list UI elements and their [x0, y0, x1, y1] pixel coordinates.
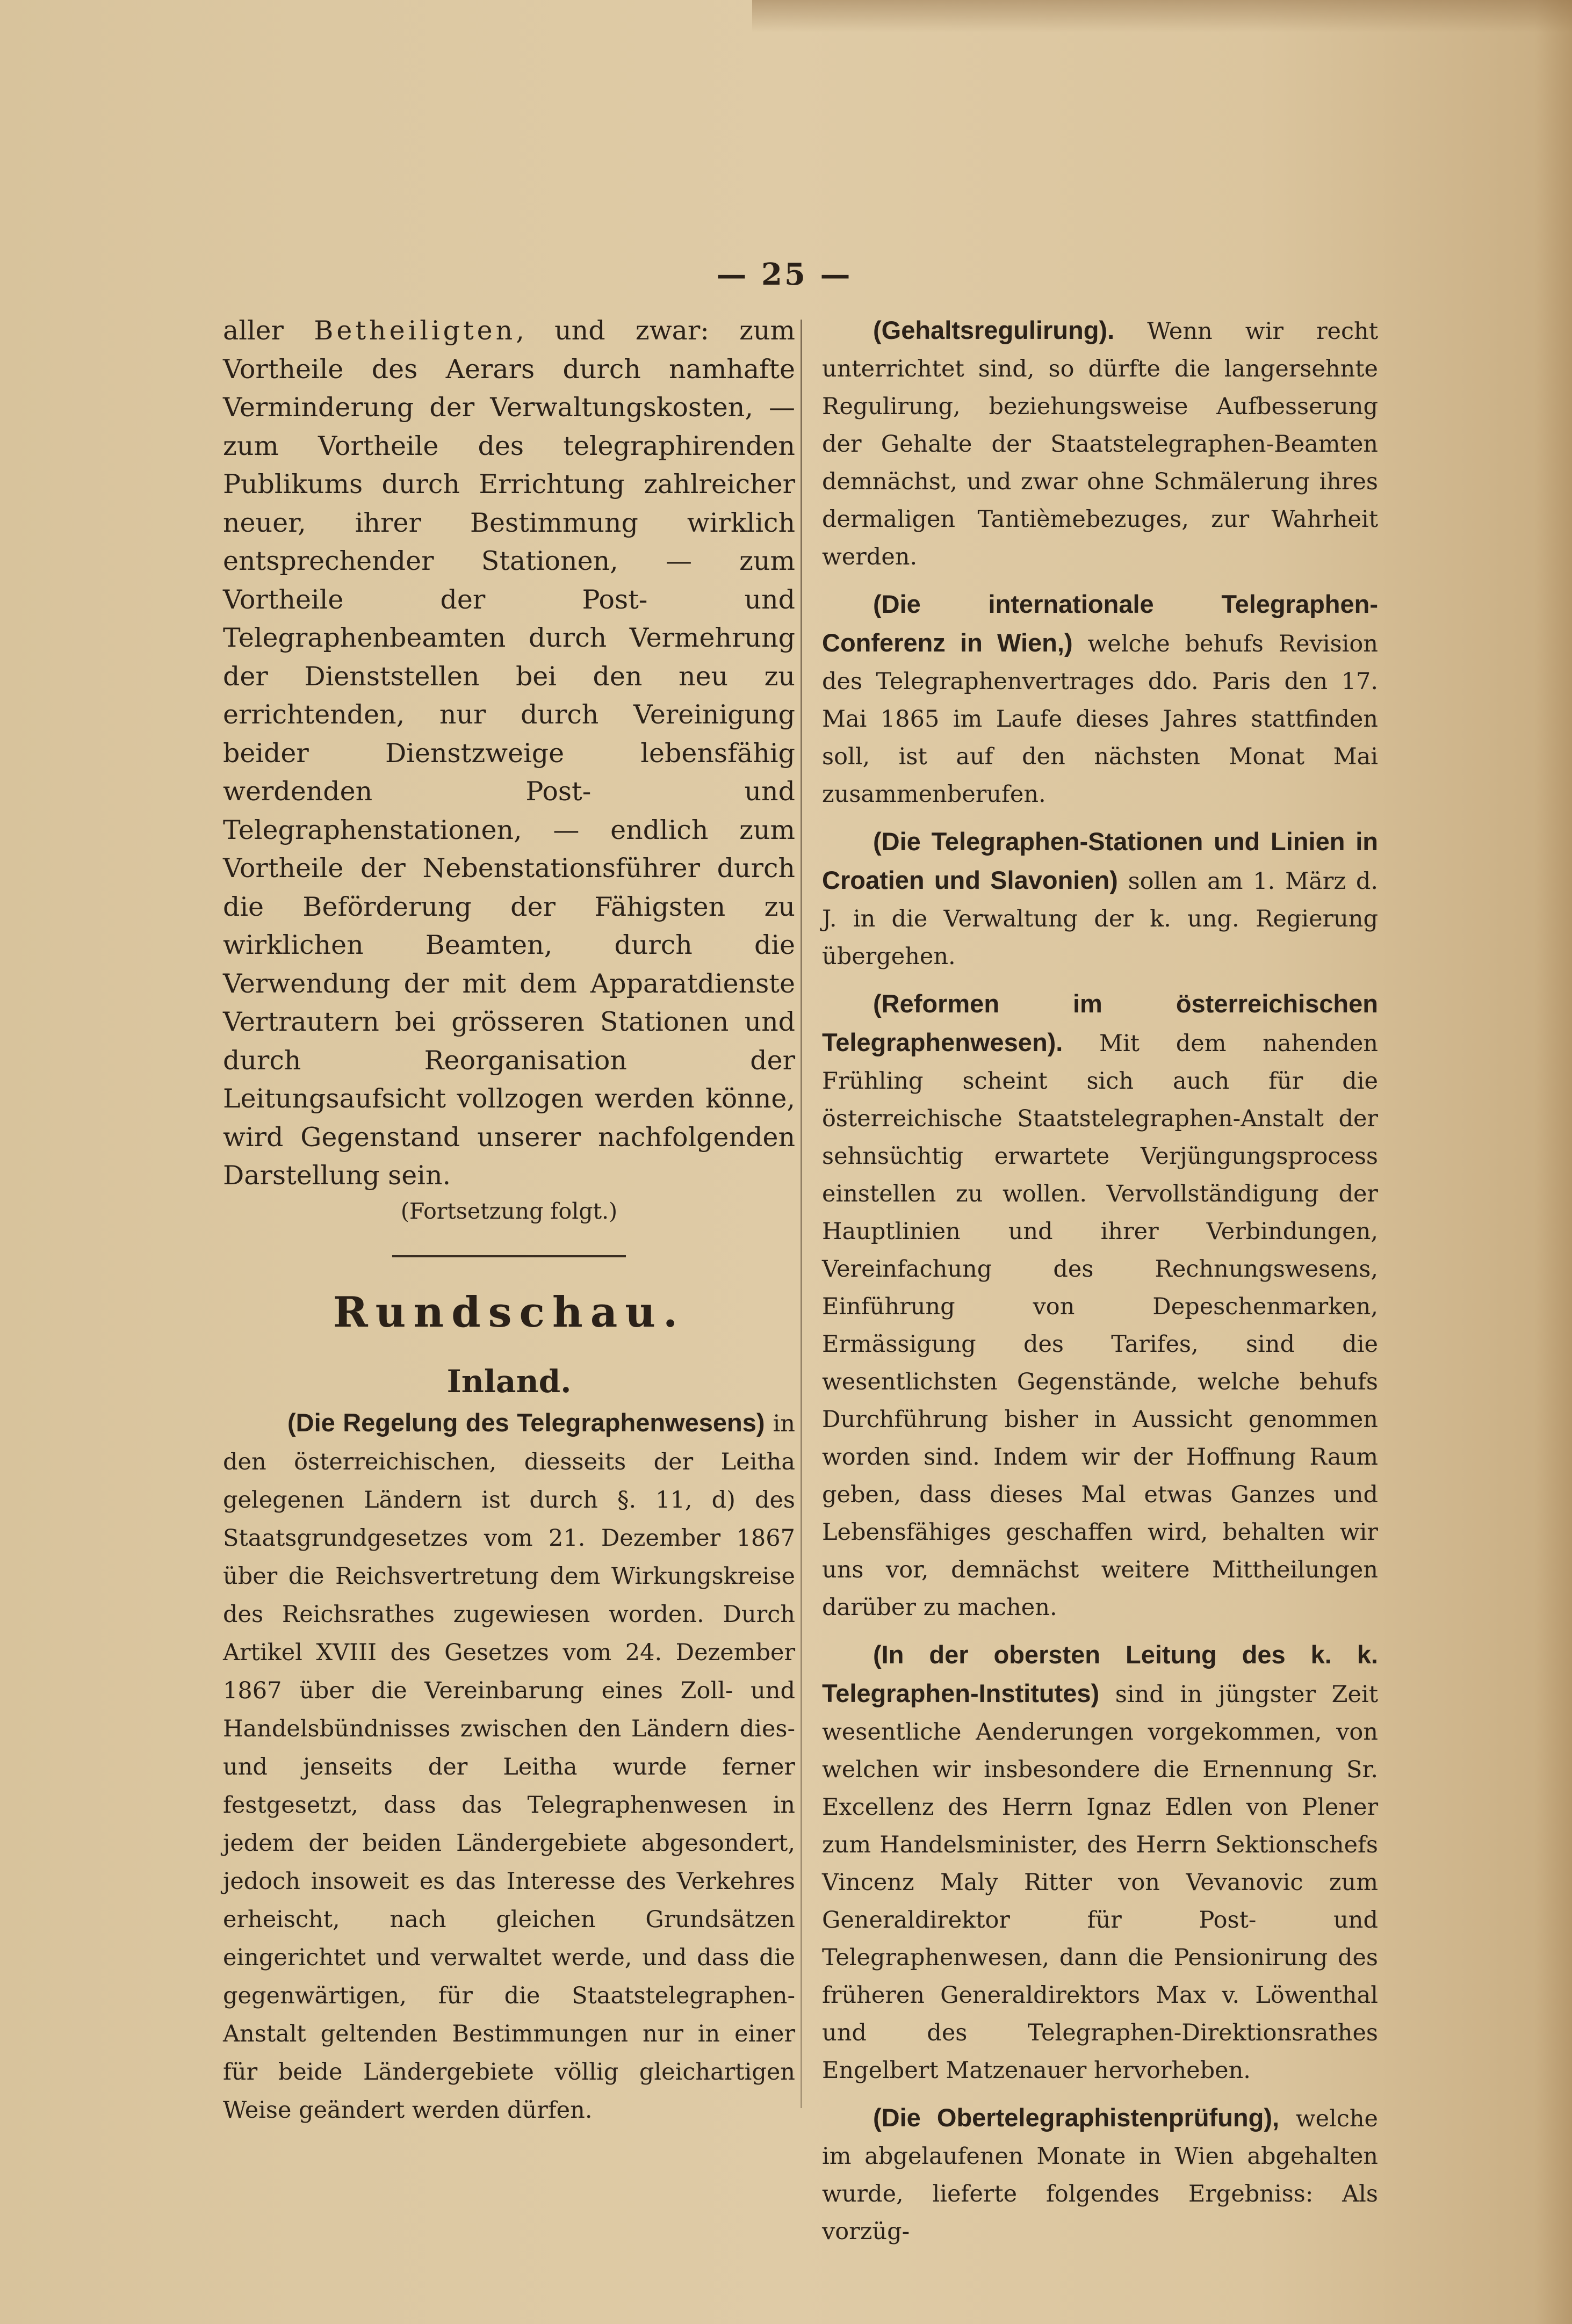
news-item: [822, 312, 1378, 576]
news-item: [822, 985, 1378, 1626]
continued-paragraph-text: aller Betheiligten, und zwar: zum Vortheile des Aerars durch namhafte Verminderung der Verwaltungskosten, — zum Vortheile des telegraphirenden Publikums durch Errichtung zahlreicher neuer, ihrer Bestimmung wirklich entsprechender Stationen, — zum Vortheile der Post- und Telegraphenbeamten durch Vermehrung der Dienststellen bei den neu zu errichtenden, nur durch Vereinigung beider Dienstzweige lebensfähig werdenden Post- und Telegraphenstationen, — endlich zum Vortheile der Nebenstationsführer durch die Beförderung der Fähigsten zu wirklichen Beamten, durch die Verwendung der mit dem Apparatdienste Vertrautern bei grösseren Stationen und durch Reorganisation der Leitungsaufsicht vollzogen werden könne, wird Gegenstand unserer nachfolgenden Darstellung sein.: [223, 315, 795, 1191]
news-item-text: Wenn wir recht unterrichtet sind, so dürfte die langersehnte Regulirung, beziehungsweise Aufbesserung der Gehalte der Staatstelegraphen-Beamten demnächst, und zwar ohne Schmälerung ihres dermaligen Tantièmebezuges, zur Wahrheit werden.: [822, 318, 1378, 570]
news-item-lead: (Gehaltsregulirung).: [873, 316, 1115, 344]
to-be-continued-note: (Fortsetzung folgt.): [400, 1198, 618, 1224]
news-item-text: sind in jüngster Zeit wesentliche Aenderungen vorgekommen, von welchen wir insbesondere die Ernennung Sr. Excellenz des Herrn Ignaz Edlen von Plener zum Handelsminister, des Herrn Sektionschefs Vincenz Maly Ritter von Vevanovic zum Generaldirektor für Post- und Telegraphenwesen, dann die Pensionirung des früheren Generaldirektors Max v. Löwenthal und des Telegraphen-Direktionsrathes Engelbert Matzenauer hervorheben.: [822, 1681, 1378, 2084]
sub-heading: Inland.: [446, 1363, 572, 1400]
news-item-text: sollen am 1. März d. J. in die Verwaltung der k. ung. Regierung übergehen.: [822, 868, 1379, 970]
news-item-lead: (Die Obertelegraphistenprüfung),: [873, 2103, 1280, 2132]
news-item-text: Mit dem nahenden Frühling scheint sich auch für die österreichische Staatstelegraphen-Anstalt der sehnsüchtig erwartete Verjüngungsprocess einstellen zu wollen. Vervollständigung der Hauptlinien und ihrer Verbindungen, Vereinfachung des Rechnungswesens, Einführung von Depeschenmarken, Ermässigung des Tarifes, sind die wesentlichsten Gegenstände, welche behufs Durchführung bisher in Aussicht genommen worden sind. Indem wir der Hoffnung Raum geben, dass dieses Mal etwas Ganzes und Lebensfähiges geschaffen wird, behalten wir uns vor, demnächst weitere Mittheilungen darüber zu machen.: [822, 1030, 1378, 1621]
news-item: [822, 823, 1378, 975]
article-regelung-lead: (Die Regelung des Telegraphenwesens): [287, 1408, 765, 1437]
news-item-lead: (Reformen im österreichischen Telegraphenwesen).: [822, 989, 1378, 1056]
column-divider: [801, 320, 802, 2108]
section-heading: Rundschau.: [333, 1287, 686, 1337]
spaced-emphasis: Betheiligten: [314, 315, 516, 346]
article-regelung-body: in den österreichischen, diesseits der Leitha gelegenen Ländern ist durch §. 11, d) des Staatsgrundgesetzes vom 21. Dezember 1867 über die Reichsvertretung dem Wirkungskreise des Reichsrathes zugewiesen worden. Durch Artikel XVIII des Gesetzes vom 24. Dezember 1867 über die Vereinbarung eines Zoll- und Handelsbündnisses zwischen den Ländern dies- und jenseits der Leitha wurde ferner festgesetzt, dass das Telegraphenwesen in jedem der beiden Ländergebiete abgesondert, jedoch insoweit es das Interesse des Verkehres erheischt, nach gleichen Grundsätzen eingerichtet und verwaltet werde, und dass die gegenwärtigen, für die Staatstelegraphen-Anstalt geltenden Bestimmungen nur in einer für beide Ländergebiete völlig gleichartigen Weise geändert werden dürfen.: [223, 1410, 795, 2124]
paper-edge-right: [1534, 0, 1572, 2324]
news-item-lead: (Die Telegraphen-Stationen und Linien in Croatien und Slavonien): [822, 827, 1378, 894]
news-item-lead: (Die internationale Telegraphen-Conferenz in Wien,): [822, 590, 1378, 657]
news-item-lead: (In der obersten Leitung des k. k. Telegraphen-Institutes): [822, 1640, 1378, 1707]
continued-paragraph: [223, 312, 795, 1195]
section-divider-rule: [392, 1255, 626, 1257]
news-item: [822, 585, 1378, 813]
right-column: [822, 312, 1378, 2250]
news-item: [822, 2099, 1378, 2250]
paper-edge-top: [752, 0, 1572, 32]
left-column: [223, 312, 795, 2130]
news-item: [822, 1636, 1378, 2089]
page-number: — 25 —: [716, 257, 853, 292]
news-item-text: welche im abgelaufenen Monate in Wien abgehalten wurde, lieferte folgendes Ergebniss: Als vorzüg-: [822, 2105, 1378, 2245]
article-regelung: [223, 1403, 795, 2130]
news-item-text: welche behufs Revision des Telegraphenvertrages ddo. Paris den 17. Mai 1865 im Laufe dieses Jahres stattfinden soll, ist auf den nächsten Monat Mai zusammenberufen.: [822, 631, 1378, 808]
